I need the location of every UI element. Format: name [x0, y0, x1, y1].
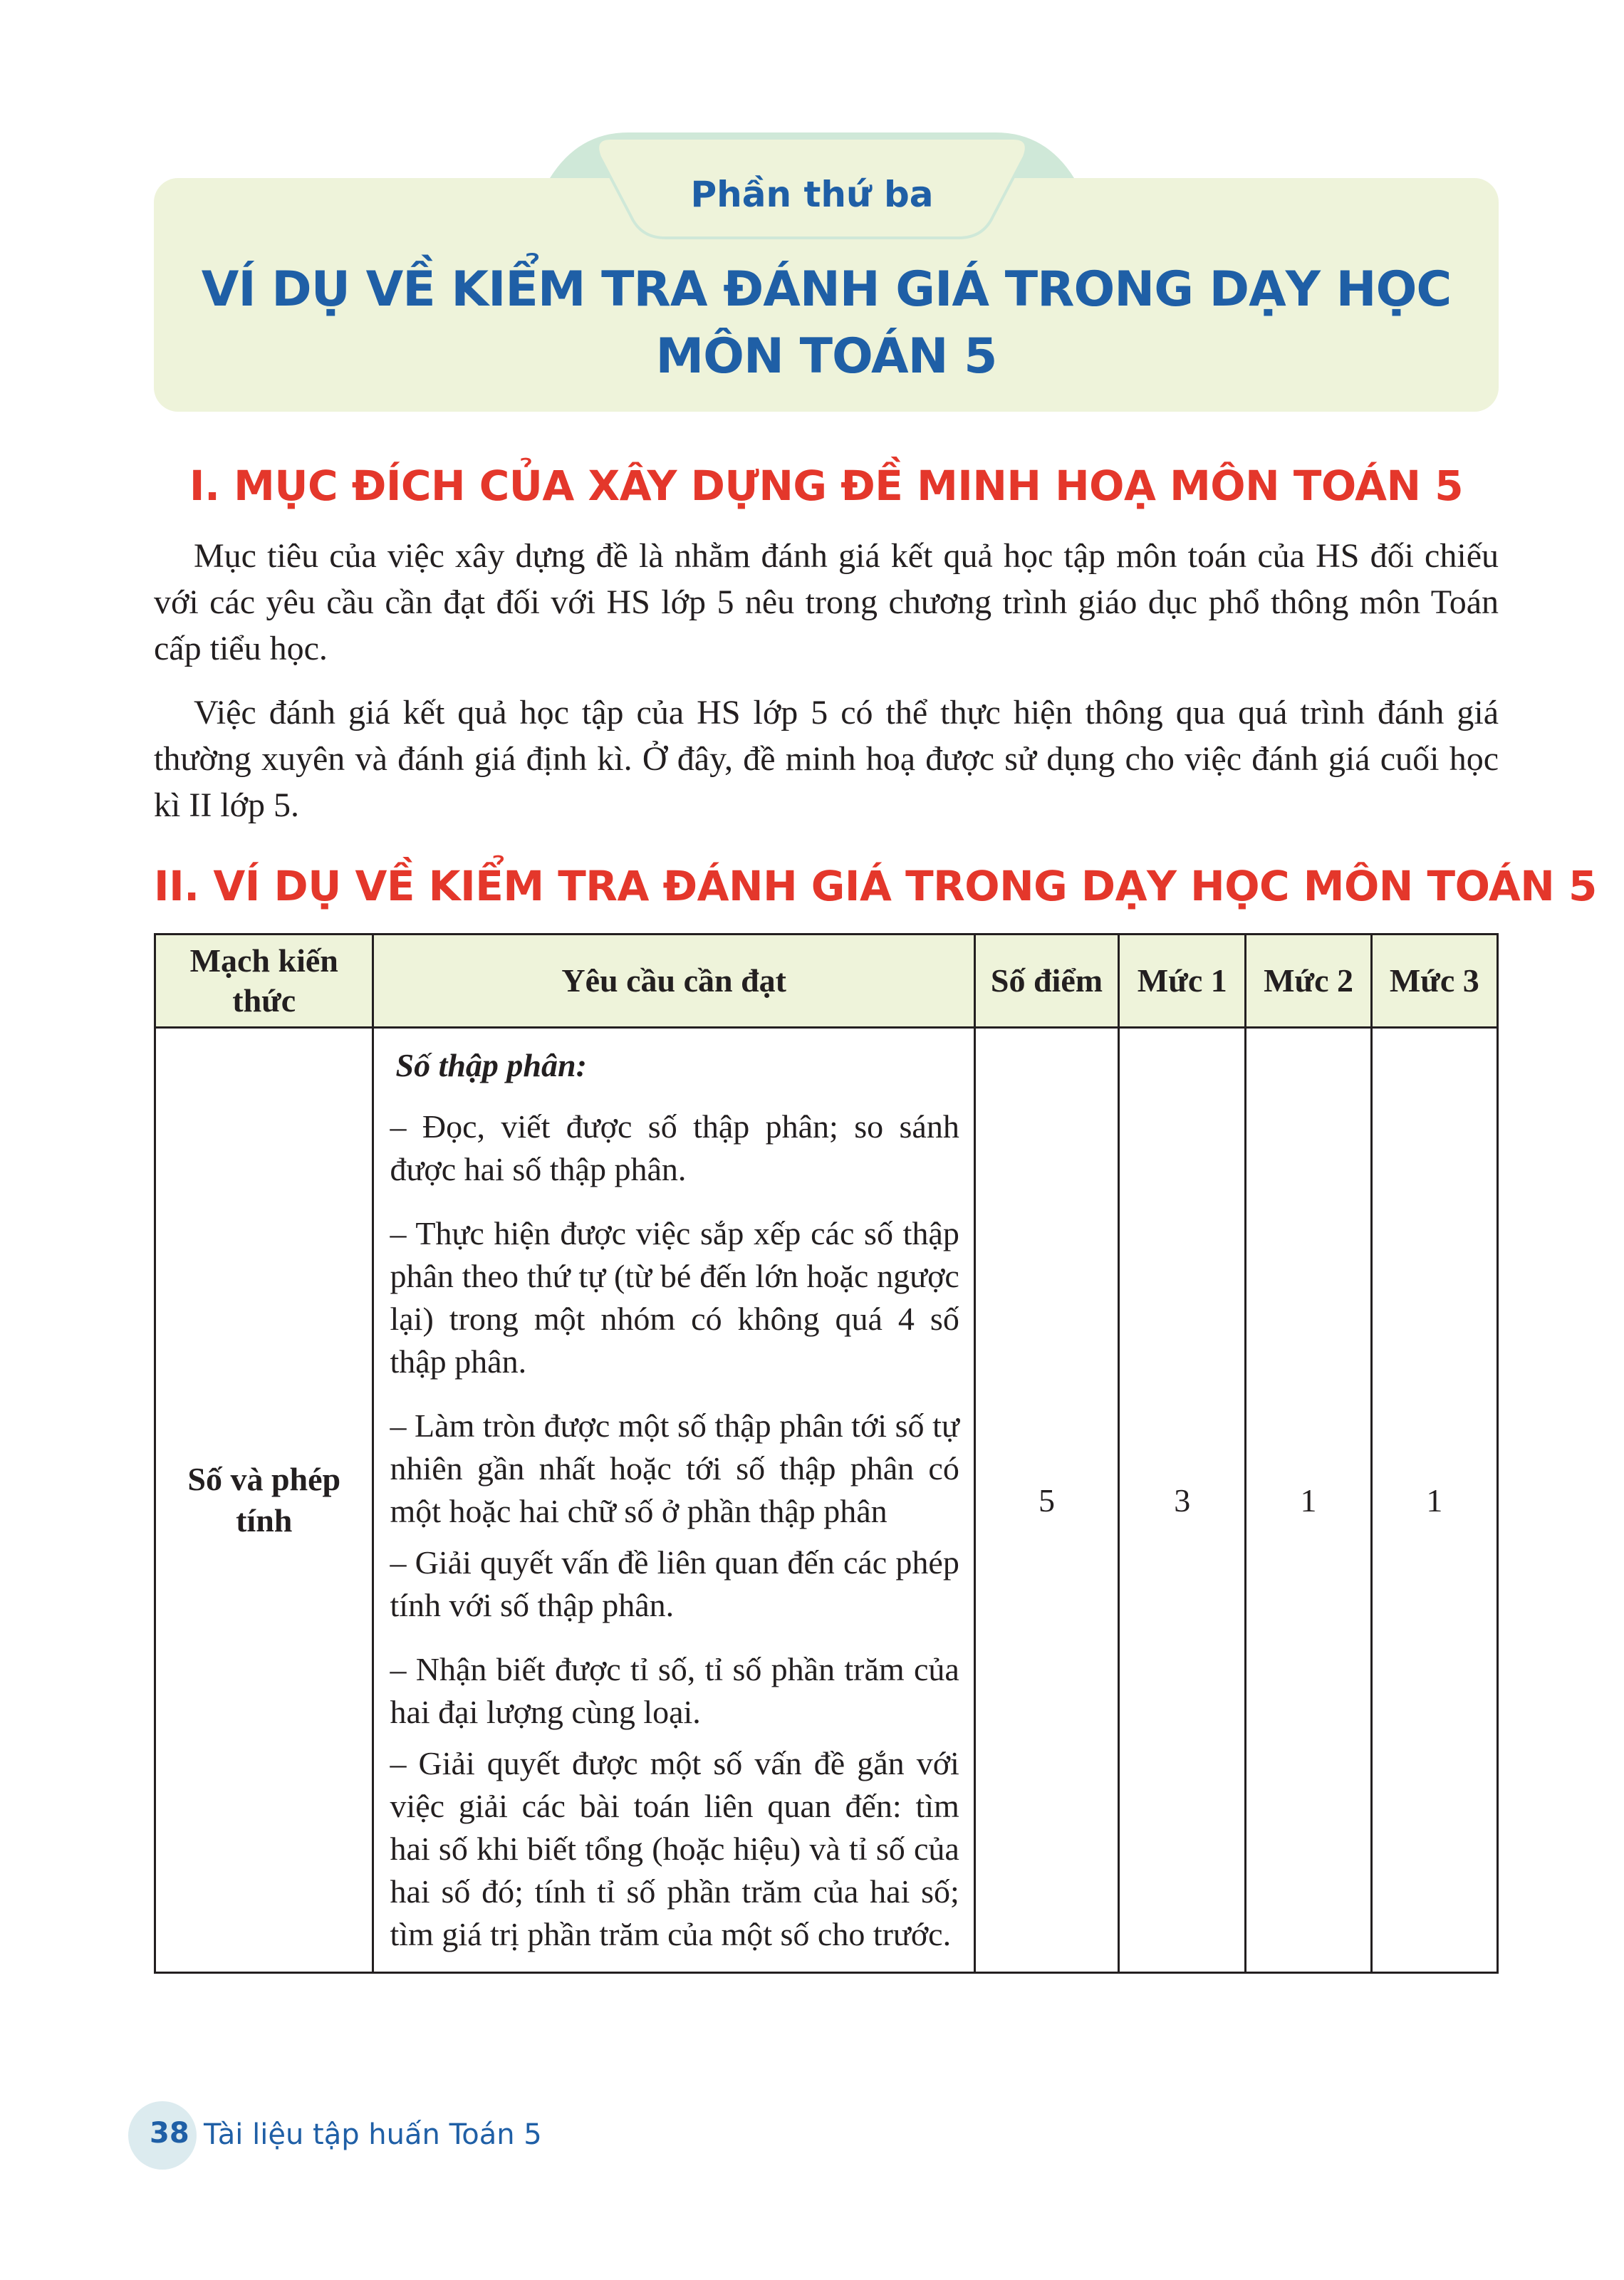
- requirement-item: – Làm tròn được một số thập phân tới số tự nhiên gần nhất hoặc tới số thập phân có một hoặc hai chữ số ở phần thập phân: [390, 1407, 959, 1529]
- section-1-paragraph-2: Việc đánh giá kết quả học tập của HS lớp 5 có thể thực hiện thông qua quá trình đánh giá thường xuyên và đánh giá định kì. Ở đây, đề minh hoạ được sử dụng cho việc đánh giá cuối học kì II lớp 5.: [154, 694, 1499, 824]
- requirement-item: – Đọc, viết được số thập phân; so sánh được hai số thập phân.: [390, 1108, 959, 1187]
- chapter-title: [154, 256, 1499, 390]
- page-number: 38: [150, 2117, 189, 2150]
- chapter-title-line2: MÔN TOÁN 5: [655, 328, 997, 385]
- section-1-paragraph-1: Mục tiêu của việc xây dựng đề là nhằm đánh giá kết quả học tập môn toán của HS đối chiếu với các yêu cầu cần đạt đối với HS lớp 5 nêu trong chương trình giáo dục phổ thông môn Toán cấp tiểu học.: [154, 537, 1499, 667]
- section-1-heading: I. MỤC ĐÍCH CỦA XÂY DỰNG ĐỀ MINH HOẠ MÔN TOÁN 5: [189, 462, 1464, 510]
- level-2-cell: 1: [1246, 1028, 1371, 1973]
- requirement-item: – Nhận biết được tỉ số, tỉ số phần trăm của hai đại lượng cùng loại.: [390, 1651, 959, 1730]
- header-level-3: Mức 3: [1371, 935, 1497, 1028]
- requirement-item: – Giải quyết được một số vấn đề gắn với việc giải các bài toán liên quan đến: tìm hai số khi biết tổng (hoặc hiệu) và tỉ số của hai số đó; tính tỉ số phần trăm của hai số; tìm giá trị phần trăm của một số cho trước.: [390, 1745, 959, 1952]
- topic-cell: Số và phép tính: [155, 1028, 373, 1973]
- level-3-cell: 1: [1371, 1028, 1497, 1973]
- book-title: Tài liệu tập huấn Toán 5: [204, 2118, 542, 2151]
- requirement-item: – Giải quyết vấn đề liên quan đến các phép tính với số thập phân.: [390, 1544, 959, 1623]
- header-requirements: Yêu cầu cần đạt: [373, 935, 974, 1028]
- header-level-1: Mức 1: [1119, 935, 1246, 1028]
- points-cell: 5: [974, 1028, 1118, 1973]
- header-points: Số điểm: [974, 935, 1118, 1028]
- table-header-row: [155, 935, 1498, 1028]
- chapter-title-line1: VÍ DỤ VỀ KIỂM TRA ĐÁNH GIÁ TRONG DẠY HỌC: [201, 261, 1452, 318]
- requirement-item: – Thực hiện được việc sắp xếp các số thập phân theo thứ tự (từ bé đến lớn hoặc ngược lại) trong một nhóm có không quá 4 số thập phân.: [390, 1215, 959, 1380]
- part-tab: [550, 132, 1074, 246]
- requirements-table: [154, 933, 1499, 1974]
- table-row: [155, 1028, 1498, 1973]
- header-level-2: Mức 2: [1246, 935, 1371, 1028]
- requirements-subtitle: Số thập phân:: [395, 1047, 587, 1083]
- header-knowledge-strand: Mạch kiến thức: [155, 935, 373, 1028]
- part-label: Phần thứ ba: [690, 174, 934, 215]
- level-1-cell: 3: [1119, 1028, 1246, 1973]
- section-2-heading: II. VÍ DỤ VỀ KIỂM TRA ĐÁNH GIÁ TRONG DẠY HỌC MÔN TOÁN 5: [154, 862, 1597, 910]
- requirements-cell: [373, 1028, 974, 1973]
